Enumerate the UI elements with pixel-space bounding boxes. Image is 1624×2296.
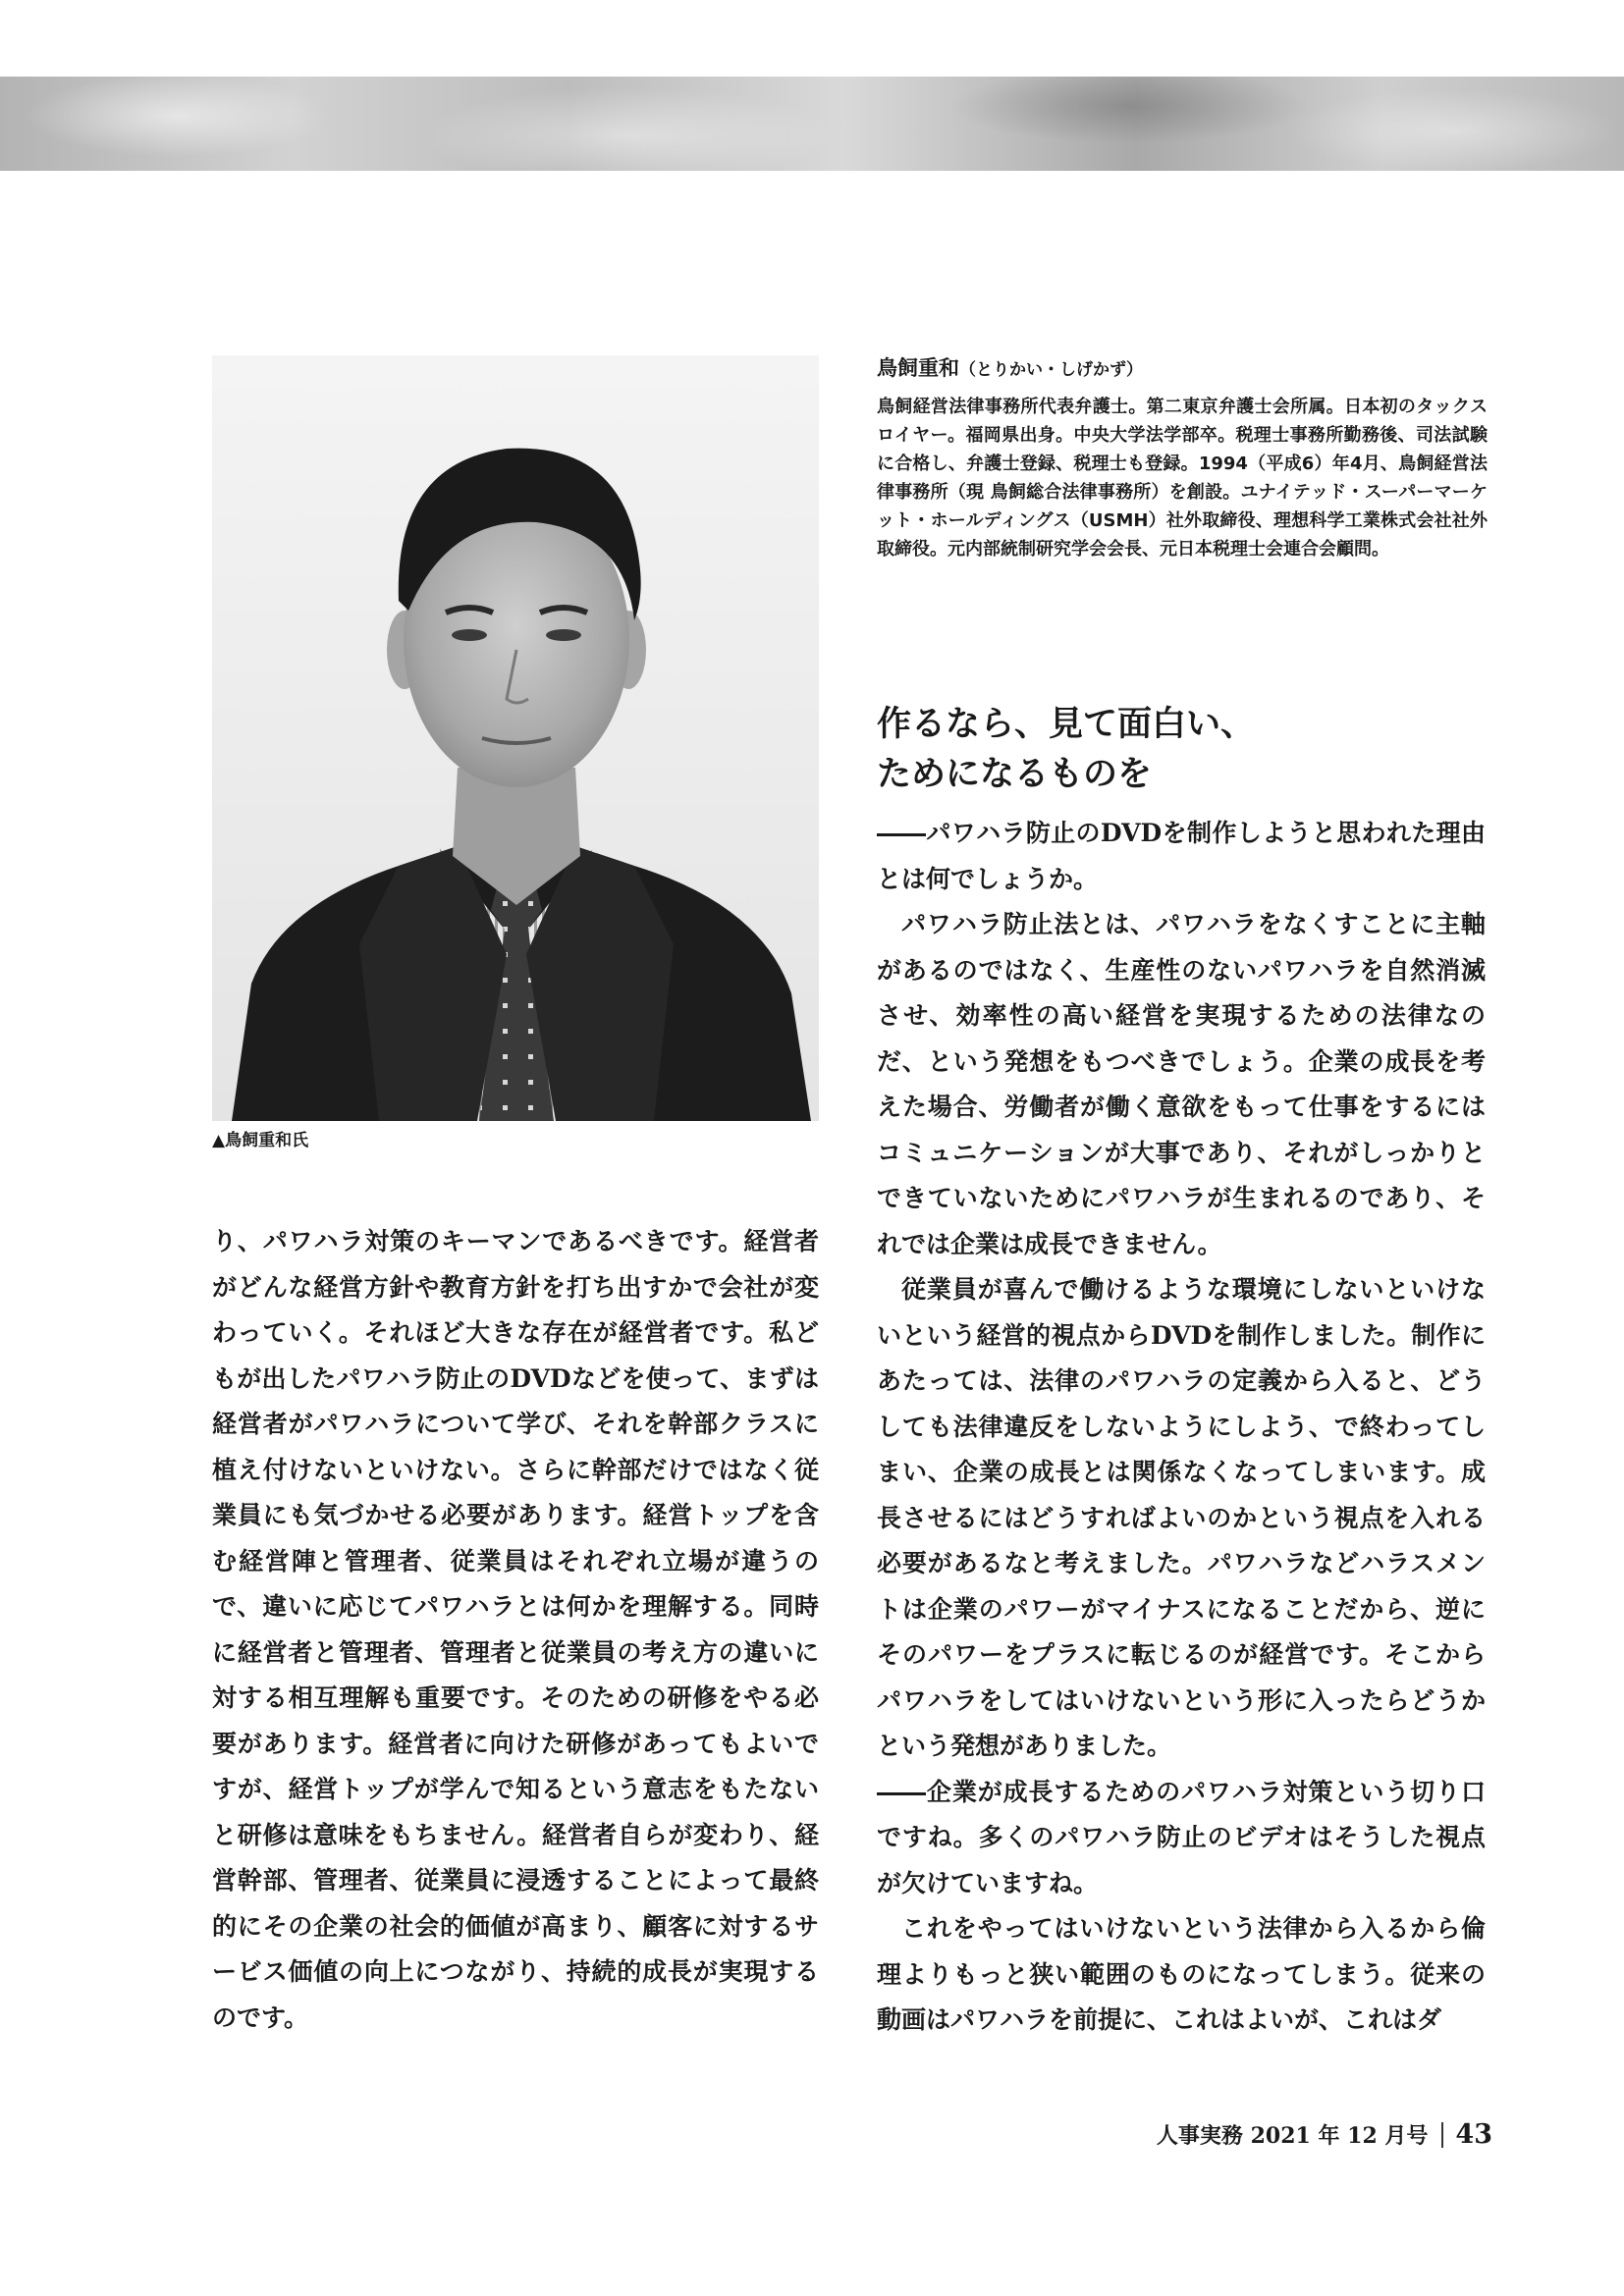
headline-line-2: ためになるものを [877, 754, 1153, 794]
section-headline [877, 699, 1486, 807]
page-number: 43 [1455, 2119, 1492, 2150]
answer-paragraph: これをやってはいけないという法律から入るから倫理よりもっと狭い範囲のものになってしまう。従来の動画はパワハラを前提に、これはよいが、これはダ [877, 1914, 1486, 2034]
answer-paragraph: パワハラ防止法とは、パワハラをなくすことに主軸があるのではなく、生産性のないパワハラを自然消滅させ、効率性の高い経営を実現するための法律なのだ、という発想をもつべきでしょう。企業の成長を考えた場合、労働者が働く意欲をもって仕事をするにはコミュニケーションが大事であり、それがしっかりとできていないためにパワハラが生まれるのであり、それでは企業は成長できません。 [877, 910, 1486, 1258]
photo-caption: ▲鳥飼重和氏 [212, 1131, 309, 1150]
portrait-illustration [212, 355, 819, 1121]
continued-paragraph: り、パワハラ対策のキーマンであるべきです。経営者がどんな経営方針や教育方針を打ち出すかで会社が変わっていく。それほど大きな存在が経営者です。私どもが出したパワハラ防止のDVDなどを使って、まずは経営者がパワハラについて学び、それを幹部クラスに植え付けないといけない。さらに幹部だけではなく従業員にも気づかせる必要があります。経営トップを含む経営陣と管理者、従業員はそれぞれ立場が違うので、違いに応じてパワハラとは何かを理解する。同時に経営者と管理者、管理者と従業員の考え方の違いに対する相互理解も重要です。そのための研修をやる必要があります。経営者に向けた研修があってもよいですが、経営トップが学んで知るという意志をもたないと研修は意味をもちません。経営者自らが変わり、経営幹部、管理者、従業員に浸透することによって最終的にその企業の社会的価値が高まり、顧客に対するサービス価値の向上につながり、持続的成長が実現するのです。 [212, 1227, 819, 2032]
profile-name-line [877, 353, 1486, 383]
profile-name: 鳥飼重和 [877, 356, 959, 380]
right-column-body [877, 811, 1486, 2050]
header-stone-band [0, 77, 1624, 171]
portrait-photo [212, 355, 819, 1121]
magazine-name: 人事実務 [1156, 2123, 1243, 2149]
profile-bio: 鳥飼経営法律事務所代表弁護士。第二東京弁護士会所属。日本初のタックスロイヤー。福岡県出身。中央大学法学部卒。税理士事務所勤務後、司法試験に合格し、弁護士登録、税理士も登録。1994（平成6）年4月、鳥飼経営法律事務所（現 鳥飼総合法律事務所）を創設。ユナイテッド・スーパーマーケット・ホールディングス（USMH）社外取締役、理想科学工業株式会社社外取締役。元内部統制研究学会会長、元日本税理士会連合会顧問。 [877, 397, 1488, 560]
headline-line-1: 作るなら、見て面白い、 [877, 704, 1256, 744]
interview-question: ――企業が成長するためのパワハラ対策という切り口ですね。多くのパワハラ防止のビデオはそうした視点が欠けていますね。 [877, 1777, 1486, 1897]
interview-question: ――パワハラ防止のDVDを制作しようと思われた理由とは何でしょうか。 [877, 819, 1486, 893]
profile-name-reading: （とりかい・しげかず） [959, 360, 1143, 380]
answer-paragraph: 従業員が喜んで働けるような環境にしないといけないという経営的視点からDVDを制作しました。制作にあたっては、法律のパワハラの定義から入ると、どうしても法律違反をしないようにしよう、で終わってしまい、企業の成長とは関係なくなってしまいます。成長させるにはどうすればよいのかという視点を入れる必要があるなと考えました。パワハラなどハラスメントは企業のパワーがマイナスになることだから、逆にそのパワーをプラスに転じるのが経営です。そこからパワハラをしてはいけないという形に入ったらどうかという発想がありました。 [877, 1275, 1486, 1760]
left-column-body [212, 1219, 819, 2063]
footer-separator [1441, 2122, 1443, 2148]
issue-date: 2021 年 12 月号 [1250, 2123, 1429, 2149]
page-footer [1041, 2115, 1492, 2155]
